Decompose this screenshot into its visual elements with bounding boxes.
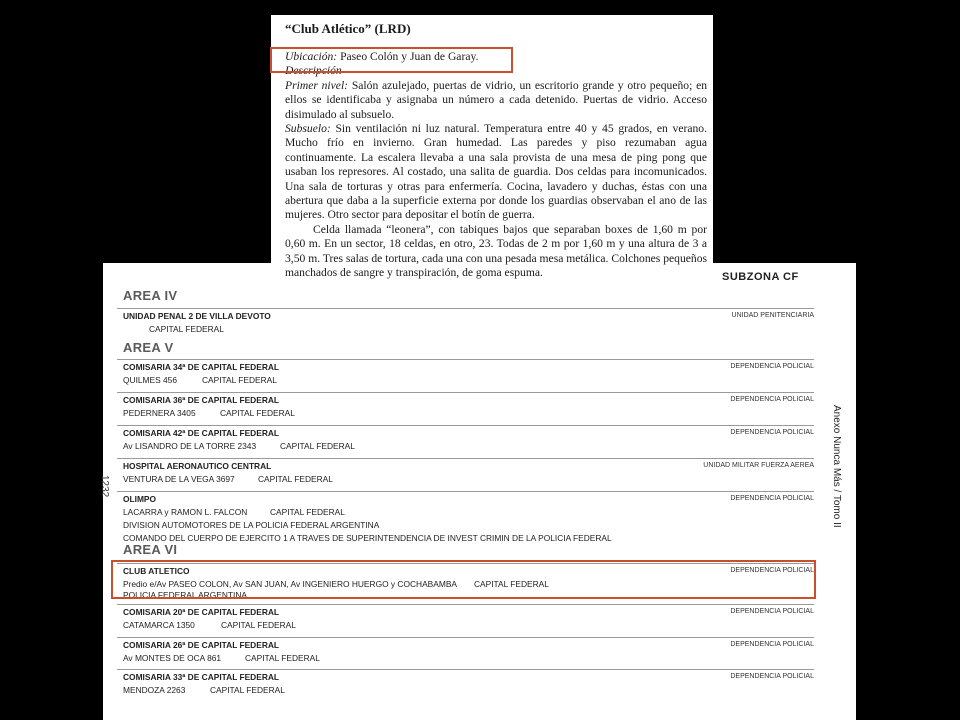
entry-type: DEPENDENCIA POLICIAL bbox=[730, 363, 814, 370]
entry-city: CAPITAL FEDERAL bbox=[210, 685, 285, 695]
entry-address: LACARRA y RAMON L. FALCON bbox=[123, 507, 248, 517]
entry-name: COMISARIA 33ª DE CAPITAL FEDERAL bbox=[123, 672, 280, 682]
entry-type: DEPENDENCIA POLICIAL bbox=[730, 567, 814, 574]
entry-olimpo bbox=[117, 491, 814, 542]
entry-name: COMISARIA 34ª DE CAPITAL FEDERAL bbox=[123, 362, 280, 372]
entry-address: CATAMARCA 1350 bbox=[123, 620, 195, 630]
entry-city: CAPITAL FEDERAL bbox=[245, 653, 320, 663]
descripcion-label: Descripción bbox=[285, 64, 342, 78]
entry-name: OLIMPO bbox=[123, 494, 157, 504]
primer-nivel-text: Salón azulejado, puertas de vidrio, un escritorio grande y otro pequeño; en ellos se identificaba y asignaba un número a cada detenido. Puertas de vidrio. Acceso disimulado al subsuelo. bbox=[285, 78, 708, 121]
entry-type: DEPENDENCIA POLICIAL bbox=[730, 673, 814, 680]
subsuelo-text: Sin ventilación ni luz natural. Temperatura entre 40 y 45 grados, en verano. Mucho frío en invierno. Gran humedad. Las paredes y piso rezumaban agua continuamente. La escalera llevaba a una sala provista de una mesa de ping pong que usaban los represores. Al costado, una salita de guardia. Dos celdas para incomunicados. Una sala de torturas y otras para enfermería. Cocina, lavadero y duchas, éstas con una abertura que daba a la superficie externa por donde los guardias observaban el ano de las mujeres. Otro sector para depositar el botín de guerra. bbox=[285, 122, 707, 222]
entry-c42 bbox=[117, 425, 814, 456]
entry-type: DEPENDENCIA POLICIAL bbox=[730, 429, 814, 436]
subzona-heading: SUBZONA CF bbox=[722, 271, 799, 283]
entry-name: COMISARIA 36ª DE CAPITAL FEDERAL bbox=[123, 395, 280, 405]
primer-nivel-paragraph bbox=[285, 79, 707, 122]
ubicacion-highlight-box bbox=[270, 47, 513, 73]
excerpt-title: “Club Atlético” (LRD) bbox=[285, 21, 411, 36]
entry-name: COMISARIA 20ª DE CAPITAL FEDERAL bbox=[123, 607, 280, 617]
entry-city: CAPITAL FEDERAL bbox=[270, 507, 345, 517]
facility-list-page bbox=[99, 263, 856, 720]
entry-city: CAPITAL FEDERAL bbox=[149, 324, 224, 334]
page-number: 1232 bbox=[99, 475, 110, 498]
club-atletico-highlight-box bbox=[111, 560, 816, 599]
entry-name: COMISARIA 42ª DE CAPITAL FEDERAL bbox=[123, 428, 280, 438]
subsuelo-paragraph bbox=[285, 122, 707, 223]
entry-address: MENDOZA 2263 bbox=[123, 685, 186, 695]
ubicacion-label: Ubicación: bbox=[285, 50, 338, 63]
entry-city: CAPITAL FEDERAL bbox=[220, 408, 295, 418]
entry-c33 bbox=[117, 669, 814, 710]
entry-detail-line: DIVISION AUTOMOTORES DE LA POLICIA FEDERAL ARGENTINA bbox=[123, 520, 380, 530]
entry-type: UNIDAD MILITAR FUERZA AEREA bbox=[703, 462, 814, 469]
entry-address: PEDERNERA 3405 bbox=[123, 408, 196, 418]
entry-name: COMISARIA 26ª DE CAPITAL FEDERAL bbox=[123, 640, 280, 650]
entry-detail-line: POLICIA FEDERAL ARGENTINA bbox=[123, 590, 247, 600]
entry-c34 bbox=[117, 359, 814, 390]
entry-type: DEPENDENCIA POLICIAL bbox=[730, 641, 814, 648]
entry-name: CLUB ATLETICO bbox=[123, 566, 190, 576]
entry-address: Av MONTES DE OCA 861 bbox=[123, 653, 222, 663]
entry-devoto bbox=[117, 308, 814, 337]
entry-c26 bbox=[117, 637, 814, 668]
side-caption: Anexo Nunca Más / Tomo II bbox=[831, 405, 842, 528]
entry-hospital bbox=[117, 458, 814, 489]
area-v-heading: AREA V bbox=[123, 340, 174, 355]
primer-nivel-label: Primer nivel: bbox=[285, 78, 349, 92]
entry-c36 bbox=[117, 392, 814, 423]
entry-name: UNIDAD PENAL 2 DE VILLA DEVOTO bbox=[123, 311, 271, 321]
entry-type: DEPENDENCIA POLICIAL bbox=[730, 396, 814, 403]
ubicacion-value: Paseo Colón y Juan de Garay. bbox=[340, 50, 479, 63]
entry-address: Av LISANDRO DE LA TORRE 2343 bbox=[123, 441, 257, 451]
celda-paragraph: Celda llamada “leonera”, con tabiques bajos que separaban boxes de 1,60 m por 0,60 m. En un sector, 18 celdas, en otro, 23. Todas de 2 m por 1,60 m y una altura de 3 a 3,50 m. Tres salas de tortura, cada una con una pesada mesa metálica. Colchones pequeños manchados de sangre y transpiración, de goma espuma. bbox=[285, 222, 707, 280]
entry-name: HOSPITAL AERONAUTICO CENTRAL bbox=[123, 461, 272, 471]
subsuelo-label: Subsuelo: bbox=[285, 122, 331, 136]
entry-type: DEPENDENCIA POLICIAL bbox=[730, 608, 814, 615]
entry-address: QUILMES 456 bbox=[123, 375, 177, 385]
area-vi-heading: AREA VI bbox=[123, 542, 178, 557]
entry-city: CAPITAL FEDERAL bbox=[474, 579, 549, 589]
entry-address: VENTURA DE LA VEGA 3697 bbox=[123, 474, 235, 484]
entry-type: DEPENDENCIA POLICIAL bbox=[730, 495, 814, 502]
entry-type: UNIDAD PENITENCIARIA bbox=[731, 312, 814, 319]
entry-c20 bbox=[117, 604, 814, 635]
entry-address: Predio e/Av PASEO COLON, Av SAN JUAN, Av INGENIERO HUERGO y COCHABAMBA bbox=[123, 579, 458, 589]
excerpt-body bbox=[285, 50, 707, 281]
entry-city: CAPITAL FEDERAL bbox=[202, 375, 277, 385]
entry-city: CAPITAL FEDERAL bbox=[280, 441, 355, 451]
entry-city: CAPITAL FEDERAL bbox=[221, 620, 296, 630]
entry-detail-line: COMANDO DEL CUERPO DE EJERCITO 1 A TRAVES DE SUPERINTENDENCIA DE INVEST CRIMIN DE LA POLICIA FEDERAL bbox=[123, 533, 612, 543]
entry-city: CAPITAL FEDERAL bbox=[258, 474, 333, 484]
area-iv-heading: AREA IV bbox=[123, 288, 178, 303]
